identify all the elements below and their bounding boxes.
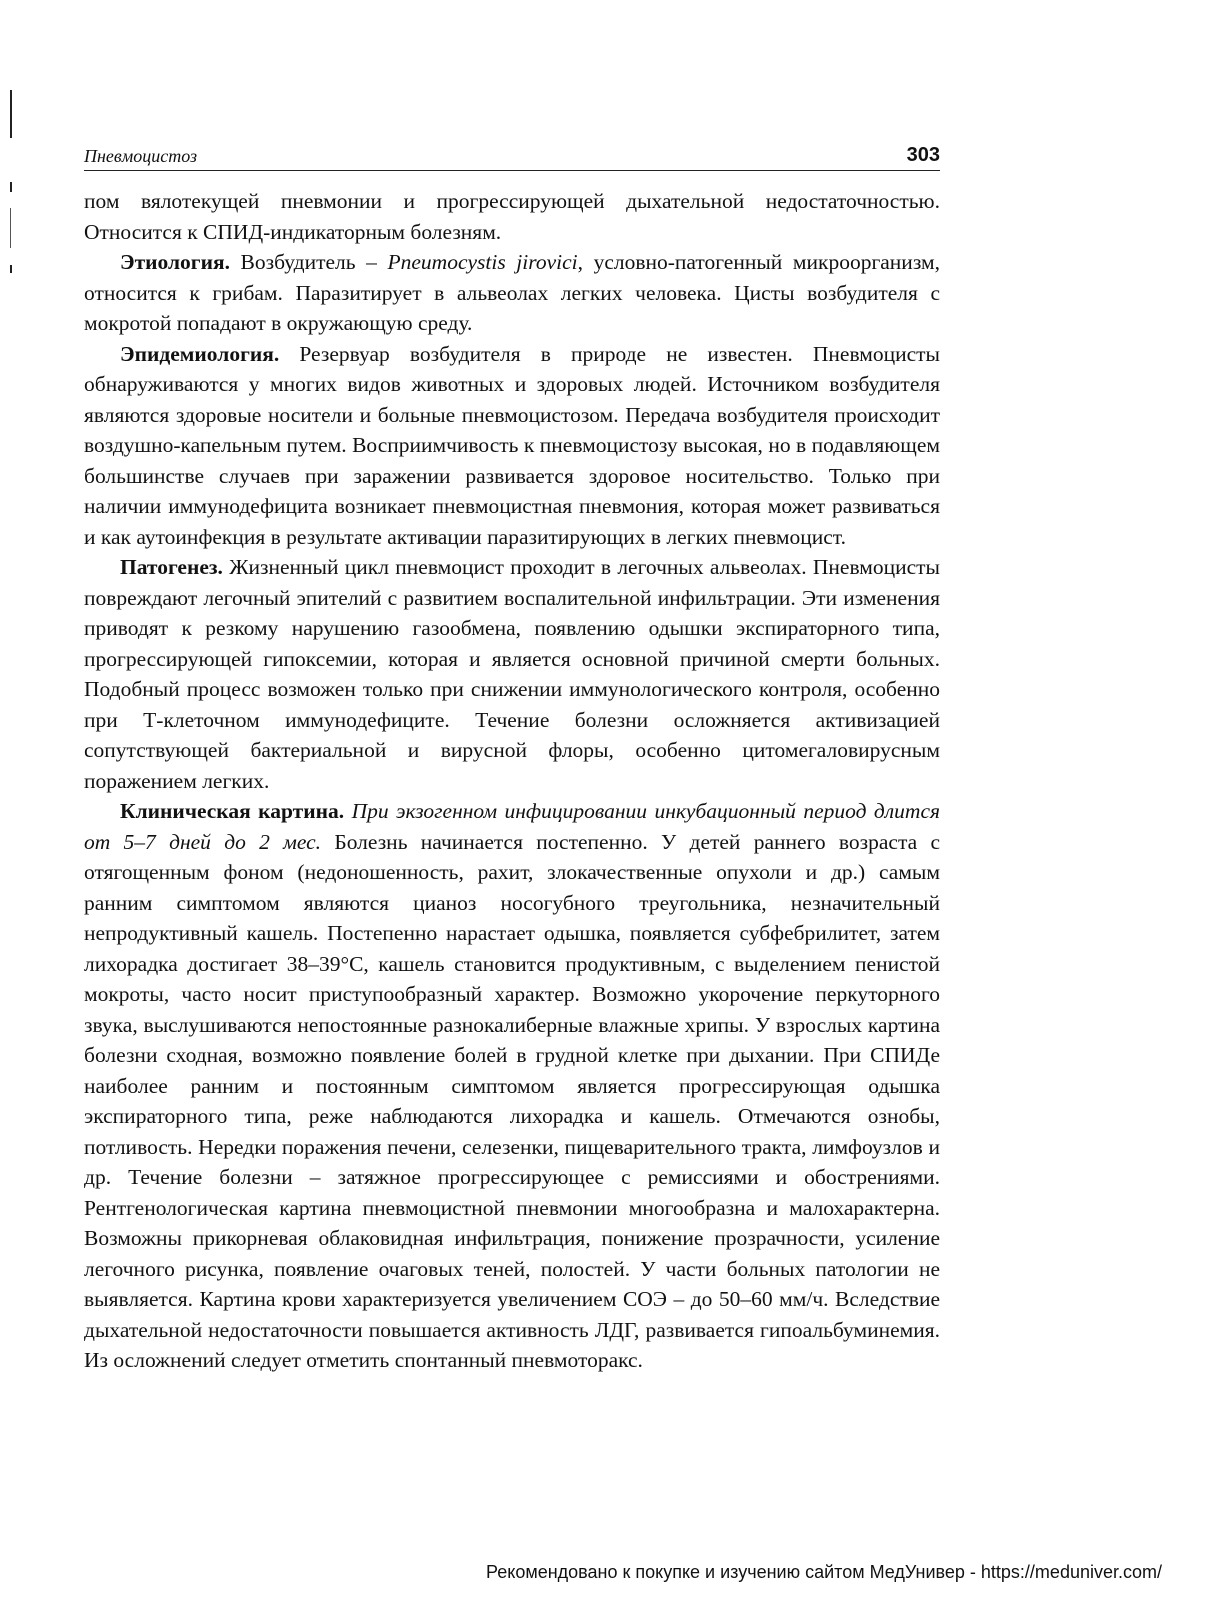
paragraph-etiology [84, 247, 940, 339]
clinical-heading: Клиническая картина. [120, 799, 345, 823]
pathogenesis-text: Жизненный цикл пневмоцист проходит в легочных альвеолах. Пневмоцисты повреждают легочный эпителий с развитием воспалительной инфильтрации. Эти изменения приводят к резкому нарушению газообмена, появлению одышки экспираторного типа, прогрессирующей гипоксемии, которая и является основной причиной смерти больных. Подобный процесс возможен только при снижении иммунологического контроля, особенно при Т-клеточном иммунодефиците. Течение болезни осложняется активизацией сопутствующей бактериальной и вирусной флоры, особенно цитомегаловирусным поражением легких. [84, 555, 940, 793]
running-head [84, 146, 940, 171]
continuation-text: пом вялотекущей пневмонии и прогрессирующей дыхательной недостаточностью. Относится к СПИД-индикаторным болезням. [84, 189, 940, 244]
body-text [84, 186, 940, 1376]
pathogenesis-heading: Патогенез. [120, 555, 223, 579]
footer-recommendation: Рекомендовано к покупке и изучению сайтом МедУнивер - https://meduniver.com/ [486, 1562, 1162, 1582]
epidemiology-text: Резервуар возбудителя в природе не известен. Пневмоцисты обнаруживаются у многих видов животных и здоровых людей. Источником возбудителя являются здоровые носители и больные пневмоцистозом. Передача возбудителя происходит воздушно-капельным путем. Восприимчивость к пневмоцистозу высокая, но в подавляющем большинстве случаев при заражении развивается здоровое носительство. Только при наличии иммунодефицита возникает пневмоцистная пневмония, которая может развиваться и как аутоинфекция в результате активации паразитирующих в легких пневмоцист. [84, 341, 940, 549]
etiology-text: Возбудитель – [229, 250, 388, 274]
scan-edge-marks [10, 90, 14, 290]
pathogen-name: Pneumocystis jirovici [387, 250, 578, 274]
clinical-text: Болезнь начинается постепенно. У детей раннего возраста с отягощенным фоном (недоношенность, рахит, злокачественные опухоли и др.) самым ранним симптомом являются цианоз носогубного треугольника, незначительный непродуктивный кашель. Постепенно нарастает одышка, появляется субфебрилитет, затем лихорадка достигает 38–39°С, кашель становится продуктивным, с выделением пенистой мокроты, часто носит приступообразный характер. Возможно укорочение перкуторного звука, выслушиваются непостоянные разнокалиберные влажные хрипы. У взрослых картина болезни сходная, возможно появление болей в грудной клетке при дыхании. При СПИДе наиболее ранним и постоянным симптомом является прогрессирующая одышка экспираторного типа, реже наблюдаются лихорадка и кашель. Отмечаются ознобы, потливость. Нередки поражения печени, селезенки, пищеварительного тракта, лимфоузлов и др. Течение болезни – затяжное прогрессирующее с ремиссиями и обострениями. Рентгенологическая картина пневмоцистной пневмонии многообразна и малохарактерна. Возможны прикорневая облаковидная инфильтрация, понижение прозрачности, усиление легочного рисунка, появление очаговых теней, полостей. У части больных патологии не выявляется. Картина крови характеризуется увеличением СОЭ – до 50–60 мм/ч. Вследствие дыхательной недостаточности повышается активность ЛДГ, развивается гипоальбуминемия. Из осложнений следует отметить спонтанный пневмоторакс. [84, 829, 940, 1372]
paragraph-continuation [84, 186, 940, 247]
page-number: 303 [906, 144, 940, 166]
clinical-space [344, 799, 351, 823]
incubation-period: При экзогенном инфицировании инкубационный период длится от 5–7 дней до 2 мес. [84, 799, 940, 854]
epidemiology-heading: Эпидемиология. [120, 341, 280, 366]
paragraph-pathogenesis [84, 552, 940, 796]
etiology-rest: , условно-патогенный микроорганизм, относится к грибам. Паразитирует в альвеолах легких человека. Цисты возбудителя с мокротой попадают в окружающую среду. [84, 250, 940, 335]
paragraph-epidemiology [84, 339, 940, 553]
etiology-heading: Этиология. [120, 250, 230, 274]
paragraph-clinical-picture [84, 796, 940, 1376]
section-title: Пневмоцистоз [84, 146, 197, 166]
